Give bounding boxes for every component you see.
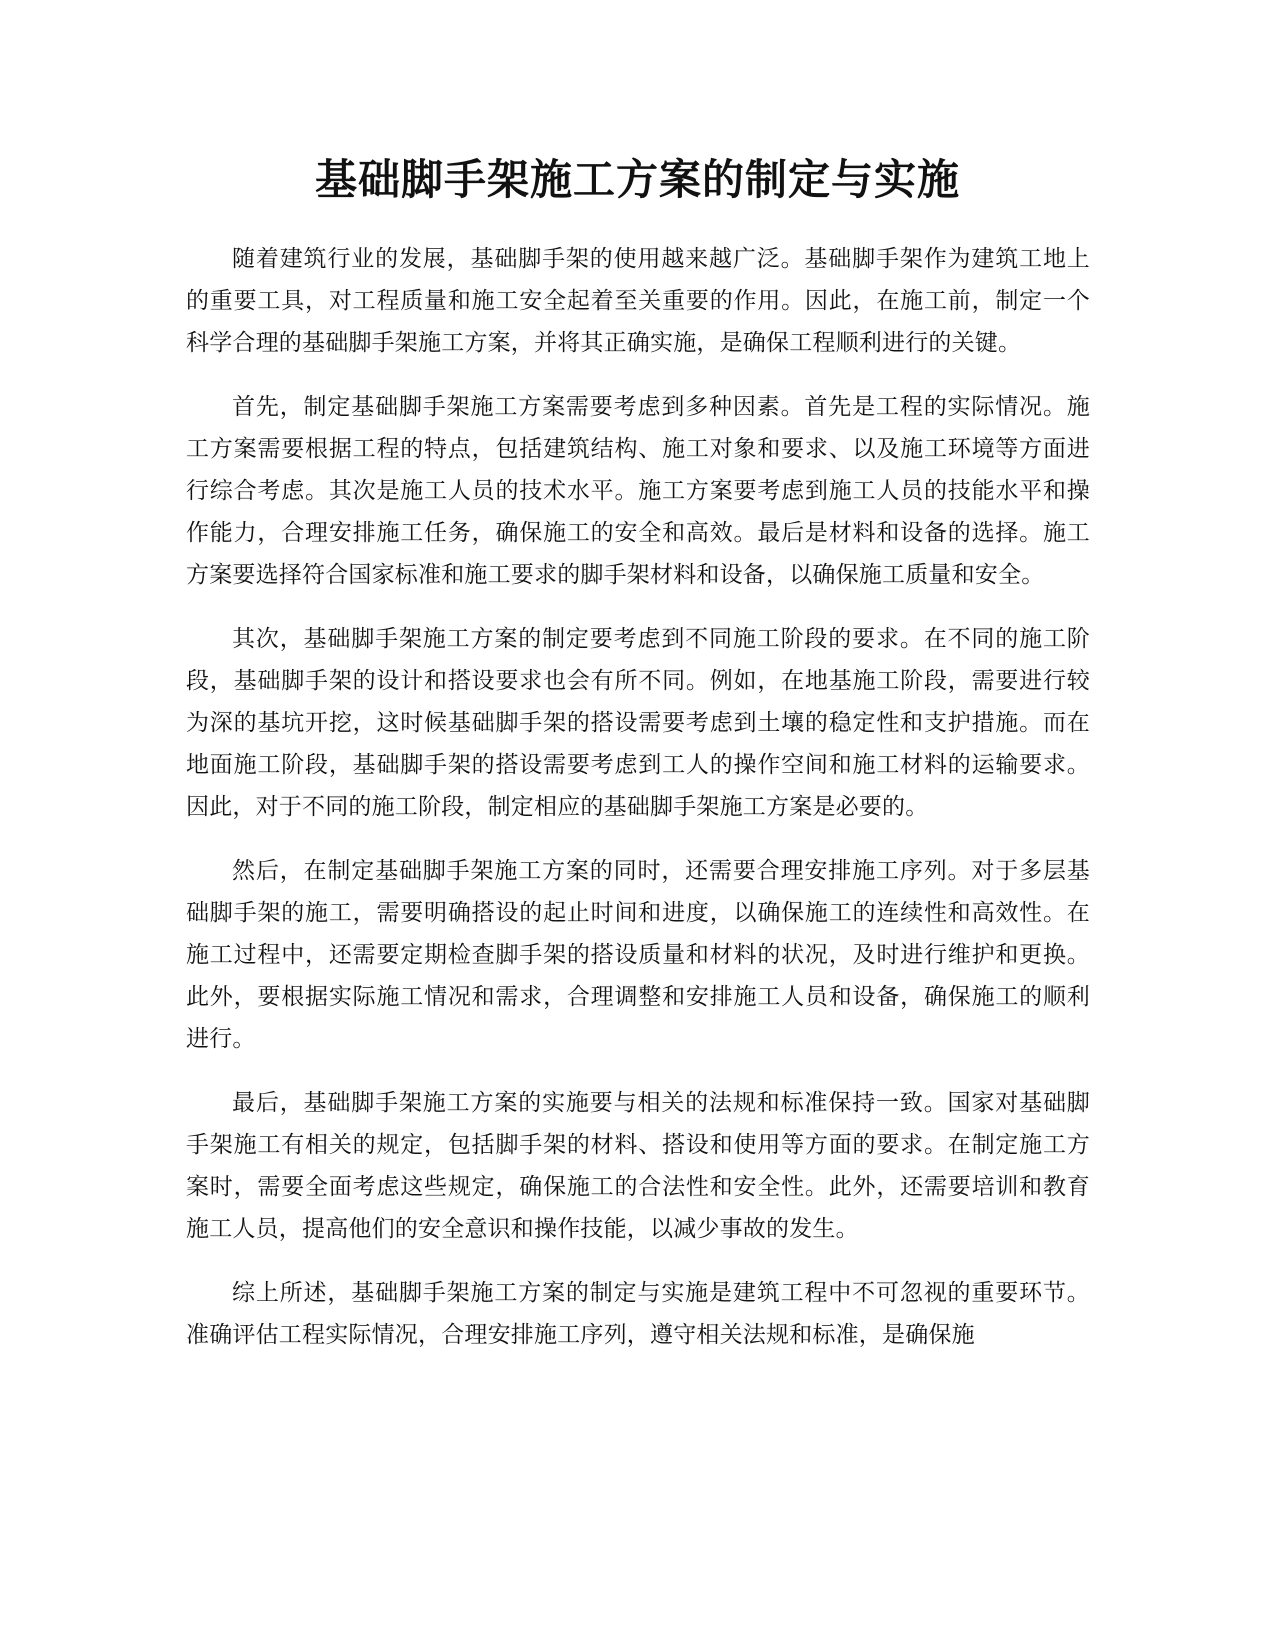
document-body [186,238,1090,1378]
paragraph-factors: 首先，制定基础脚手架施工方案需要考虑到多种因素。首先是工程的实际情况。施工方案需要根据工程的特点，包括建筑结构、施工对象和要求、以及施工环境等方面进行综合考虑。其次是施工人员的技术水平。施工方案要考虑到施工人员的技能水平和操作能力，合理安排施工任务，确保施工的安全和高效。最后是材料和设备的选择。施工方案要选择符合国家标准和施工要求的脚手架材料和设备，以确保施工质量和安全。 [186,394,1090,588]
paragraph-stages: 其次，基础脚手架施工方案的制定要考虑到不同施工阶段的要求。在不同的施工阶段，基础脚手架的设计和搭设要求也会有所不同。例如，在地基施工阶段，需要进行较为深的基坑开挖，这时候基础脚手架的搭设需要考虑到土壤的稳定性和支护措施。而在地面施工阶段，基础脚手架的搭设需要考虑到工人的操作空间和施工材料的运输要求。因此，对于不同的施工阶段，制定相应的基础脚手架施工方案是必要的。 [186,626,1090,820]
paragraph-sequence: 然后，在制定基础脚手架施工方案的同时，还需要合理安排施工序列。对于多层基础脚手架的施工，需要明确搭设的起止时间和进度，以确保施工的连续性和高效性。在施工过程中，还需要定期检查脚手架的搭设质量和材料的状况，及时进行维护和更换。此外，要根据实际施工情况和需求，合理调整和安排施工人员和设备，确保施工的顺利进行。 [186,858,1090,1052]
document-title: 基础脚手架施工方案的制定与实施 [314,155,960,204]
paragraph-regulations: 最后，基础脚手架施工方案的实施要与相关的法规和标准保持一致。国家对基础脚手架施工有相关的规定，包括脚手架的材料、搭设和使用等方面的要求。在制定施工方案时，需要全面考虑这些规定，确保施工的合法性和安全性。此外，还需要培训和教育施工人员，提高他们的安全意识和操作技能，以减少事故的发生。 [186,1090,1090,1242]
paragraph-intro: 随着建筑行业的发展，基础脚手架的使用越来越广泛。基础脚手架作为建筑工地上的重要工具，对工程质量和施工安全起着至关重要的作用。因此，在施工前，制定一个科学合理的基础脚手架施工方案，并将其正确实施，是确保工程顺利进行的关键。 [186,246,1090,356]
paragraph-summary: 综上所述，基础脚手架施工方案的制定与实施是建筑工程中不可忽视的重要环节。准确评估工程实际情况，合理安排施工序列，遵守相关法规和标准，是确保施 [186,1280,1090,1348]
